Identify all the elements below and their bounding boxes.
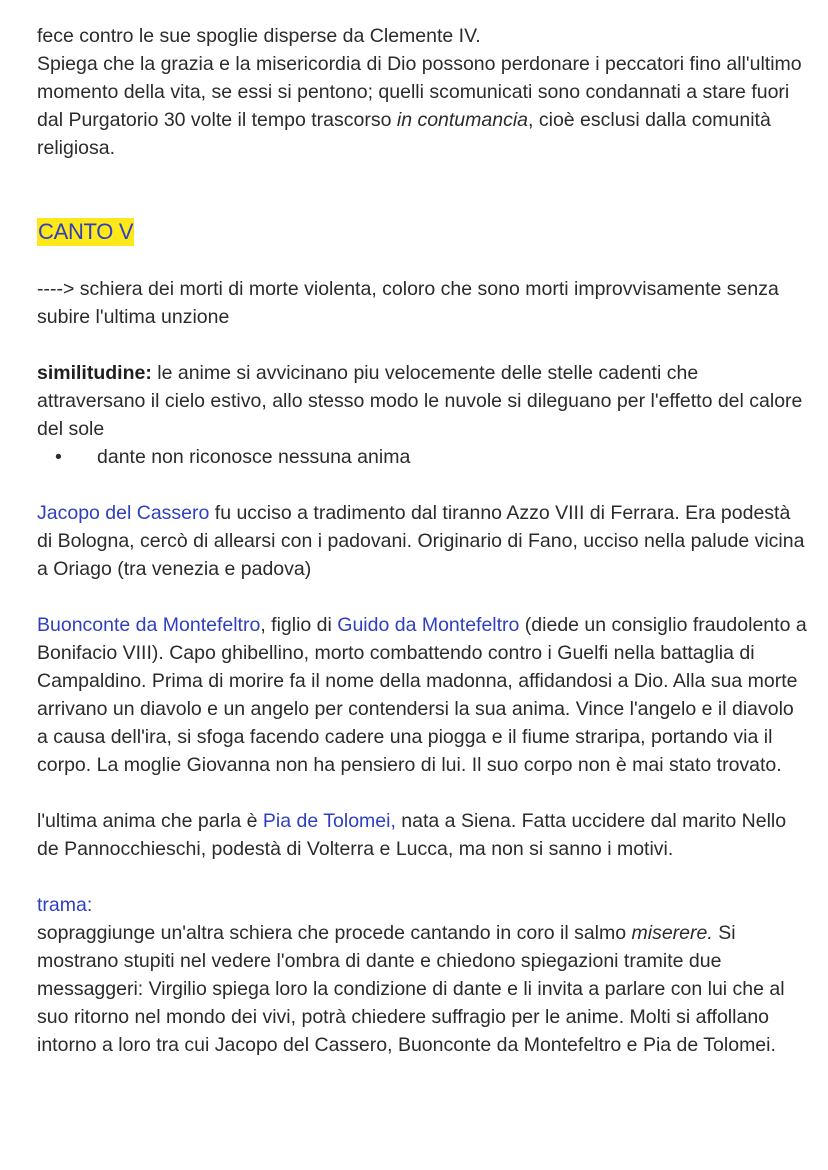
jacopo-text: fu ucciso a tradimento dal tiranno Azzo VIII di Ferrara. Era podestà di Bologna, cercò di allearsi con i padovani. Originario di Fano, ucciso nella palude vicina a Oriago (tra venezia e padova)	[37, 502, 805, 580]
pia-paragraph	[37, 807, 807, 863]
pia-text: nata a Siena. Fatta uccidere dal marito Nello de Pannocchieschi, podestà di Volterra e Lucca, ma non si sanno i motivi.	[37, 810, 787, 860]
intro-line: fece contro le sue spoglie disperse da Clemente IV.	[37, 25, 481, 47]
trama-text-a: sopraggiunge un'altra schiera che procede cantando in coro il salmo	[37, 922, 632, 944]
trama-text-b: Si mostrano stupiti nel vedere l'ombra di dante e chiedono spiegazioni tramite due messaggeri: Virgilio spiega loro la condizione di dante e li invita a parlare con lui che al suo ritorno nel mondo dei vivi, potrà chiedere suffragio per le anime. Molti si affollano intorno a loro tra cui Jacopo del Cassero, Buonconte da Montefeltro e Pia de Tolomei.	[37, 922, 785, 1056]
jacopo-paragraph	[37, 499, 807, 583]
pia-name: Pia de Tolomei,	[262, 810, 396, 832]
buonconte-name: Buonconte da Montefeltro	[37, 614, 261, 636]
bullet-text: dante non riconosce nessuna anima	[97, 446, 411, 468]
bullet-dot-icon: •	[55, 446, 62, 468]
guido-name: Guido da Montefeltro	[337, 614, 520, 636]
jacopo-name: Jacopo del Cassero	[37, 502, 210, 524]
arrow-note: ----> schiera dei morti di morte violenta, coloro che sono morti improvvisamente senza subire l'ultima unzione	[37, 278, 779, 328]
similitudine-paragraph	[37, 359, 807, 443]
bullet-item	[37, 443, 807, 471]
trama-emphasis: miserere.	[631, 922, 713, 944]
intro-emphasis: in contumancia	[396, 109, 529, 131]
buonconte-mid: , figlio di	[260, 614, 338, 636]
buonconte-text: (diede un consiglio fraudolento a Bonifacio VIII). Capo ghibellino, morto combattendo contro i Guelfi nella battaglia di Campaldino. Prima di morire fa il nome della madonna, affidandosi a Dio. Alla sua morte arrivano un diavolo e un angelo per contendersi la sua anima. Vince l'angelo e il diavolo a causa dell'ira, si sfoga facendo cadere una piogga e il fiume straripa, portando via il corpo. La moglie Giovanna non ha pensiero di lui. Il suo corpo non è mai stato trovato.	[37, 614, 807, 776]
trama-label: trama:	[37, 894, 93, 916]
intro-text-b: , cioè esclusi dalla comunità religiosa.	[37, 109, 771, 159]
intro-text-a: Spiega che la grazia e la misericordia di Dio possono perdonare i peccatori fino all'ultimo momento della vita, se essi si pentono; quelli scomunicati sono condannati a stare fuori dal Purgatorio 30 volte il tempo trascorso	[37, 53, 802, 131]
intro-paragraph	[37, 50, 807, 162]
heading-row	[37, 218, 807, 247]
similitudine-label: similitudine:	[37, 362, 152, 384]
buonconte-paragraph	[37, 611, 807, 779]
similitudine-text: le anime si avvicinano piu velocemente delle stelle cadenti che attraversano il cielo estivo, allo stesso modo le nuvole si dileguano per l'effetto del calore del sole	[37, 362, 803, 440]
document-page	[37, 22, 807, 1059]
canto-heading: CANTO V	[38, 219, 134, 244]
trama-paragraph	[37, 919, 807, 1059]
pia-pre: l'ultima anima che parla è	[37, 810, 263, 832]
